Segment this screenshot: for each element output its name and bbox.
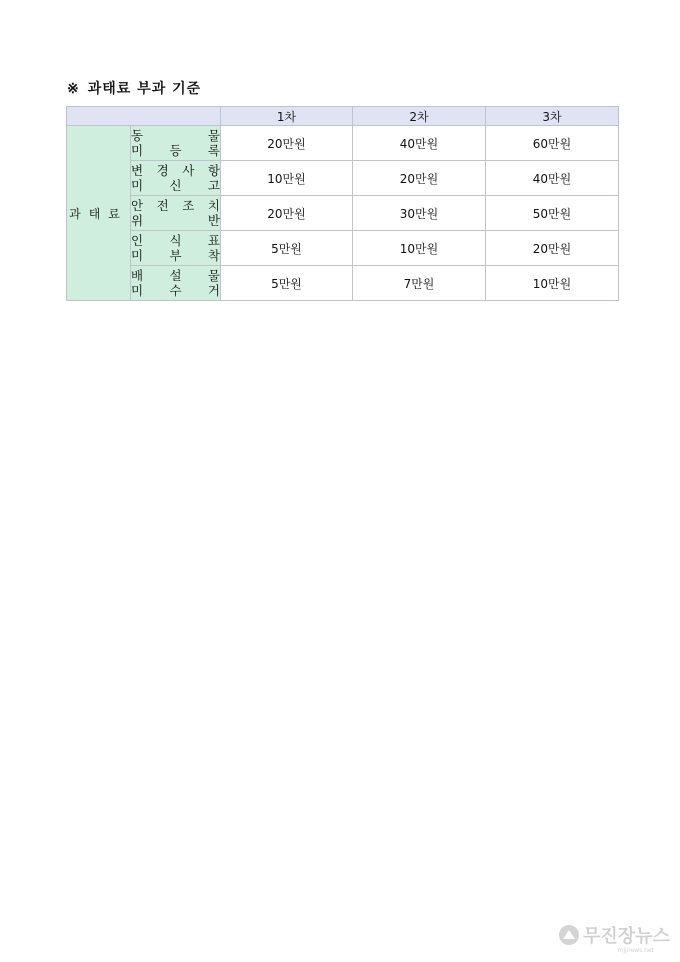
fine-cell: 50만원 — [486, 196, 619, 231]
column-header: 1차 — [221, 107, 353, 126]
category-cell: 과태료 — [67, 126, 131, 301]
violation-item: 인 식 표 미 부 착 — [131, 231, 221, 266]
fine-cell: 7만원 — [353, 266, 486, 301]
violation-item: 배 설 물 미 수 거 — [131, 266, 221, 301]
violation-item: 변 경 사 항 미 신 고 — [131, 161, 221, 196]
table-header-row — [67, 107, 619, 126]
page-title — [67, 78, 201, 98]
fine-cell: 20만원 — [221, 196, 353, 231]
fine-cell: 5만원 — [221, 231, 353, 266]
fine-cell: 20만원 — [221, 126, 353, 161]
watermark-text: 무진장뉴스 — [583, 926, 670, 947]
fine-cell: 10만원 — [221, 161, 353, 196]
violation-item: 안 전 조 치 위 반 — [131, 196, 221, 231]
watermark — [559, 922, 670, 954]
table-row — [67, 266, 619, 301]
fine-cell: 5만원 — [221, 266, 353, 301]
table-row — [67, 161, 619, 196]
table-row — [67, 196, 619, 231]
table-row — [67, 126, 619, 161]
header-blank-cell — [67, 107, 221, 126]
column-header: 2차 — [353, 107, 486, 126]
fine-cell: 60만원 — [486, 126, 619, 161]
watermark-logo-icon — [559, 925, 579, 945]
fine-cell: 10만원 — [353, 231, 486, 266]
title-text: 과태료 부과 기준 — [87, 81, 202, 97]
fine-cell: 40만원 — [353, 126, 486, 161]
violation-item: 동 물 미 등 록 — [131, 126, 221, 161]
column-header: 3차 — [486, 107, 619, 126]
watermark-url: mjjnews.net — [617, 947, 654, 954]
table-row — [67, 231, 619, 266]
fee-table — [66, 106, 619, 301]
fine-cell: 20만원 — [353, 161, 486, 196]
fine-cell: 20만원 — [486, 231, 619, 266]
fine-cell: 30만원 — [353, 196, 486, 231]
reference-mark: ※ — [67, 81, 80, 97]
fine-cell: 10만원 — [486, 266, 619, 301]
fine-cell: 40만원 — [486, 161, 619, 196]
